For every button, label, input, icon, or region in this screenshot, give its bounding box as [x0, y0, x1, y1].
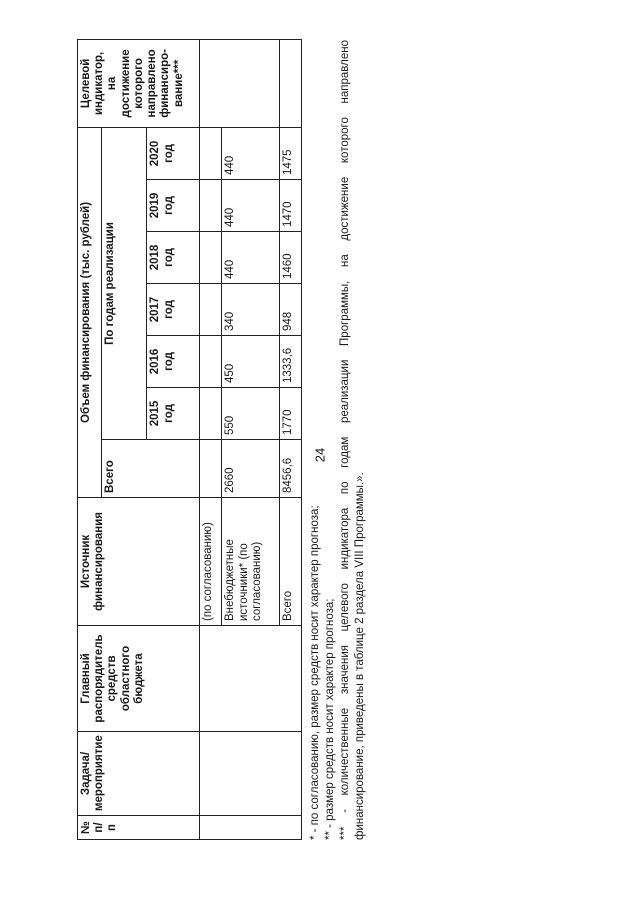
cell-manager — [200, 626, 302, 732]
cell-value — [200, 388, 222, 440]
header-year: 2019 год — [147, 180, 200, 232]
cell-value: 440 — [222, 127, 279, 179]
cell-value — [200, 180, 222, 232]
cell-value: 1475 — [279, 127, 301, 179]
cell-total: 2660 — [222, 440, 279, 498]
header-year: 2018 год — [147, 232, 200, 284]
cell-value: 440 — [222, 232, 279, 284]
footnotes — [308, 40, 388, 840]
cell-indicator — [200, 39, 280, 127]
cell-value: 340 — [222, 284, 279, 336]
financing-table-wrapper — [77, 40, 302, 840]
financing-table — [77, 39, 302, 840]
header-task: Задача/ мероприятие — [78, 732, 200, 816]
cell-value: 550 — [222, 388, 279, 440]
header-year: 2020 год — [147, 127, 200, 179]
page-number: 24 — [312, 447, 328, 463]
footnote: ** - размер средств носит характер прогноза; — [324, 598, 336, 840]
footnote: * - по согласованию, размер средств носит характер прогноза; — [309, 505, 321, 840]
header-by-years: По годам реализации — [102, 127, 147, 439]
cell-total — [200, 440, 222, 498]
footnote: *** - количественные значения целевого индикатора по годам реализации Программы, на достижение которого направлено — [339, 40, 351, 840]
cell-source: (по согласованию) — [200, 498, 222, 626]
table-row — [200, 39, 222, 839]
cell-task — [200, 732, 302, 816]
cell-num — [200, 816, 302, 840]
cell-source: Всего — [279, 498, 301, 626]
cell-value — [200, 127, 222, 179]
cell-value: 1333,6 — [279, 336, 301, 388]
header-manager: Главный распорядитель средств областного бюджета — [78, 626, 200, 732]
header-volume: Объем финансирования (тыс. рублей) — [78, 127, 102, 497]
footnote: финансирование, приведены в таблице 2 раздела VIII Программы.». — [354, 472, 366, 840]
cell-value — [200, 232, 222, 284]
cell-indicator — [279, 39, 301, 127]
cell-value — [200, 336, 222, 388]
header-source: Источник финансирования — [78, 498, 200, 626]
header-num: № п/п — [78, 816, 200, 840]
cell-value: 948 — [279, 284, 301, 336]
header-indicator: Целевой индикатор, на достижение которого направлено финансиро-вание*** — [78, 39, 200, 127]
header-year: 2017 год — [147, 284, 200, 336]
cell-value: 440 — [222, 180, 279, 232]
header-total: Всего — [102, 440, 200, 498]
cell-total: 8456,6 — [279, 440, 301, 498]
cell-source: Внебюджетные источники* (по согласованию) — [222, 498, 279, 626]
cell-value — [200, 284, 222, 336]
cell-value: 1470 — [279, 180, 301, 232]
header-year: 2016 год — [147, 336, 200, 388]
cell-value: 450 — [222, 336, 279, 388]
cell-value: 1770 — [279, 388, 301, 440]
header-year: 2015 год — [147, 388, 200, 440]
cell-value: 1460 — [279, 232, 301, 284]
